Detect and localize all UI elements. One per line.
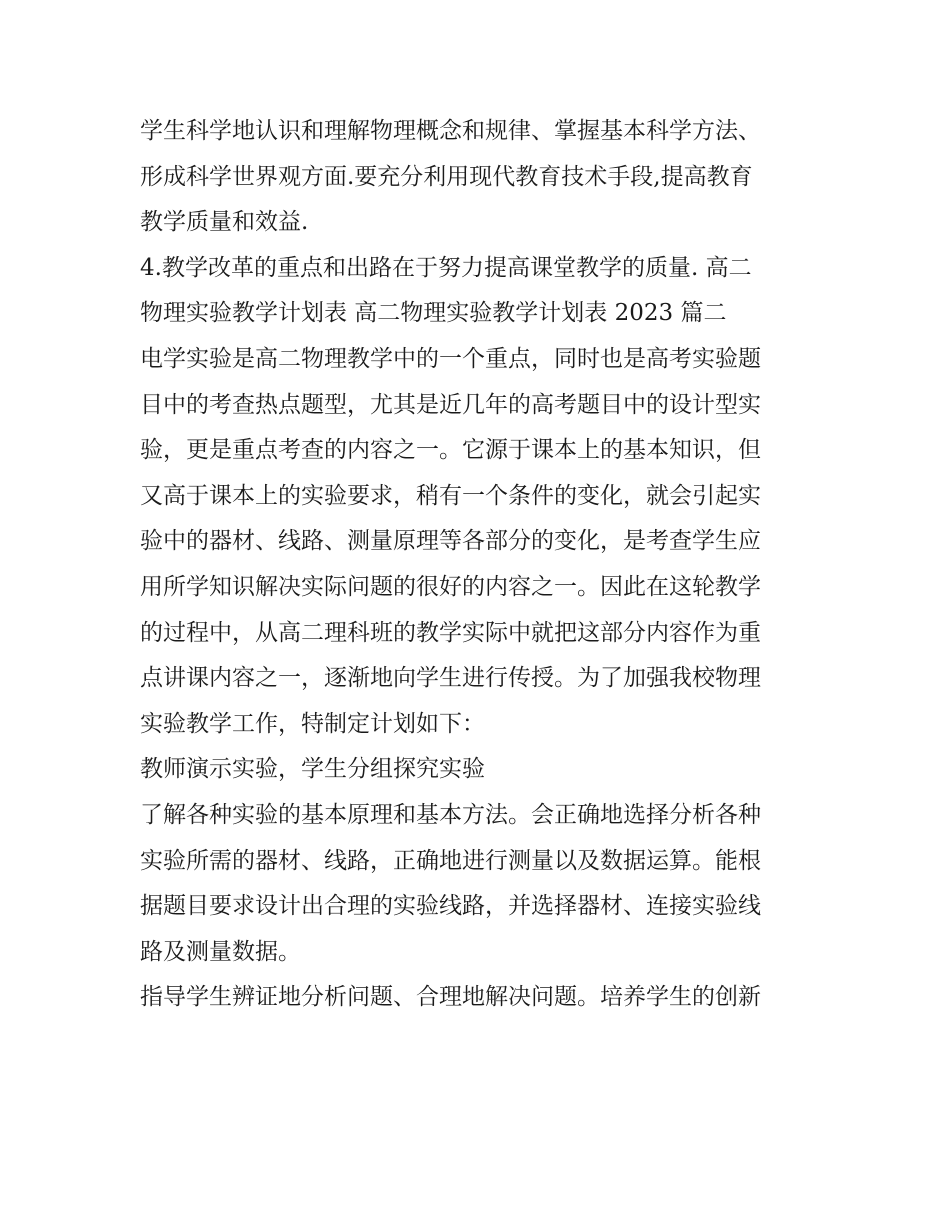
text-line: 据题目要求设计出合理的实验线路，并选择器材、连接实验线 [140,893,761,920]
text-line: 验中的器材、线路、测量原理等各部分的变化，是考查学生应 [140,528,761,555]
text-line: 电学实验是高二物理教学中的一个重点，同时也是高考实验题 [140,345,761,372]
text-line: 了解各种实验的基本原理和基本方法。会正确地选择分析各种 [140,801,761,828]
text-line: 验，更是重点考查的内容之一。它源于课本上的基本知识，但 [140,437,761,464]
text-line: 形成科学世界观方面.要充分利用现代教育技术手段,提高教育 [140,163,753,190]
text-line: 用所学知识解决实际问题的很好的内容之一。因此在这轮教学 [140,573,761,600]
text-line: 路及测量数据。 [140,938,301,965]
text-line: 的过程中，从高二理科班的教学实际中就把这部分内容作为重 [140,619,761,646]
text-line: 目中的考查热点题型，尤其是近几年的高考题目中的设计型实 [140,391,761,418]
text-line: 实验所需的器材、线路，正确地进行测量以及数据运算。能根 [140,847,761,874]
document-body [140,109,820,1021]
text-line: 学生科学地认识和理解物理概念和规律、掌握基本科学方法、 [140,118,761,144]
text-line: 物理实验教学计划表 高二物理实验教学计划表 2023 篇二 [140,300,727,327]
text-line: 教学质量和效益. [140,209,309,236]
text-line: 指导学生辨证地分析问题、合理地解决问题。培养学生的创新 [140,984,761,1011]
text-line: 4.教学改革的重点和出路在于努力提高课堂教学的质量. 高二 [140,254,752,281]
text-line: 又高于课本上的实验要求，稍有一个条件的变化，就会引起实 [140,482,761,509]
text-line: 教师演示实验，学生分组探究实验 [140,756,485,783]
text-line: 点讲课内容之一，逐渐地向学生进行传授。为了加强我校物理 [140,665,761,692]
text-line: 实验教学工作，特制定计划如下： [140,710,485,737]
